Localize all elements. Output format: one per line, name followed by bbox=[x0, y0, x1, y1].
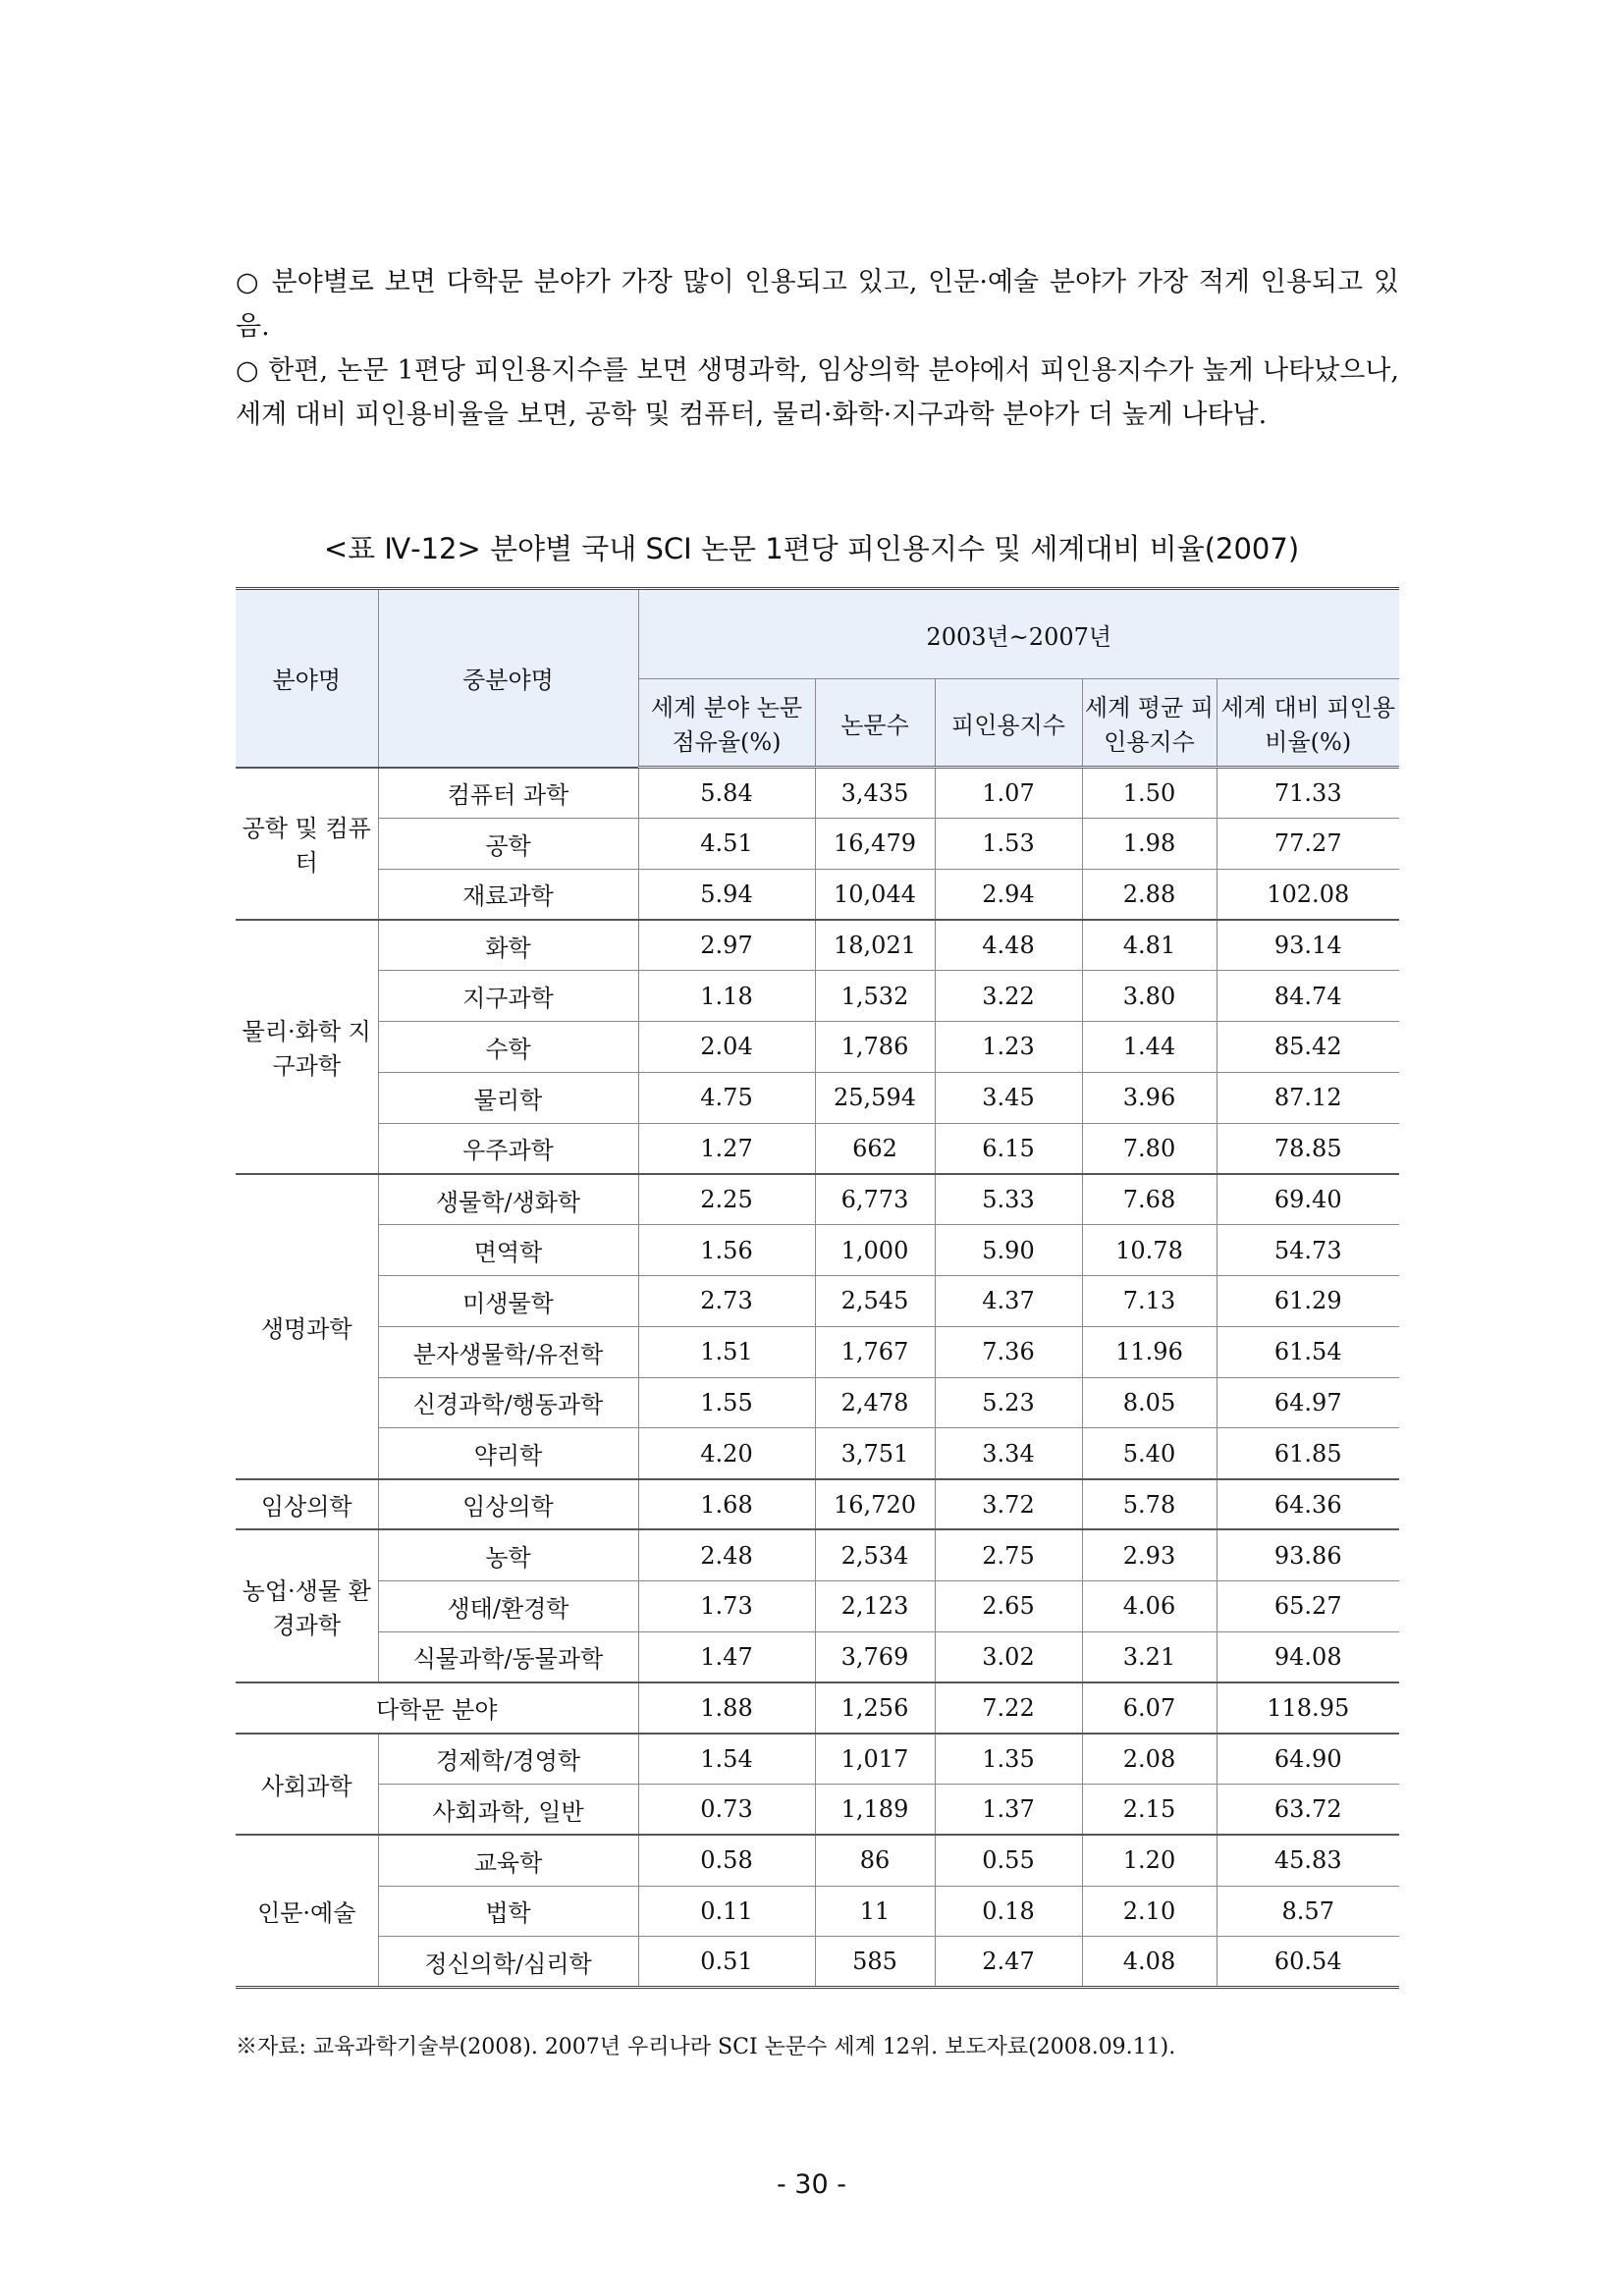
share-cell: 4.75 bbox=[638, 1072, 815, 1123]
table-row bbox=[236, 768, 1399, 819]
share-cell: 5.84 bbox=[638, 768, 815, 819]
table-row bbox=[236, 1123, 1399, 1174]
subfield-cell: 수학 bbox=[378, 1021, 638, 1072]
world-avg-cell: 1.44 bbox=[1082, 1021, 1217, 1072]
source-note: ※자료: 교육과학기술부(2008). 2007년 우리나라 SCI 논문수 세계 12위. 보도자료(2008.09.11). bbox=[236, 2035, 1176, 2059]
citation-index-cell: 1.37 bbox=[935, 1784, 1082, 1835]
world-avg-cell: 2.10 bbox=[1082, 1886, 1217, 1937]
citation-index-cell: 2.47 bbox=[935, 1937, 1082, 1988]
citation-index-cell: 3.34 bbox=[935, 1428, 1082, 1479]
world-ratio-cell: 71.33 bbox=[1217, 768, 1399, 819]
world-ratio-cell: 60.54 bbox=[1217, 1937, 1399, 1988]
paragraph-citation-index: ○ 한편, 논문 1편당 피인용지수를 보면 생명과학, 임상의학 분야에서 피인용지수가 높게 나타났으나, 세계 대비 피인용비율을 보면, 공학 및 컴퓨터, 물리·화학·지구과학 분야가 더 높게 나타남. bbox=[236, 355, 1399, 430]
world-avg-cell: 3.80 bbox=[1082, 971, 1217, 1022]
table-caption: <표 Ⅳ-12> 분야별 국내 SCI 논문 1편당 피인용지수 및 세계대비 비율(2007) bbox=[323, 532, 1300, 565]
world-avg-cell: 1.98 bbox=[1082, 818, 1217, 869]
world-ratio-cell: 61.85 bbox=[1217, 1428, 1399, 1479]
papers-cell: 18,021 bbox=[815, 920, 935, 971]
header-period: 2003년~2007년 bbox=[638, 589, 1399, 679]
world-ratio-cell: 61.29 bbox=[1217, 1275, 1399, 1326]
table-row bbox=[236, 1275, 1399, 1326]
citation-table bbox=[236, 587, 1399, 1989]
citation-index-cell: 5.33 bbox=[935, 1174, 1082, 1225]
world-ratio-cell: 69.40 bbox=[1217, 1174, 1399, 1225]
world-ratio-cell: 87.12 bbox=[1217, 1072, 1399, 1123]
world-avg-cell: 4.08 bbox=[1082, 1937, 1217, 1988]
table-row bbox=[236, 869, 1399, 920]
header-citation-index: 피인용지수 bbox=[935, 679, 1082, 768]
world-ratio-cell: 61.54 bbox=[1217, 1326, 1399, 1377]
table-row bbox=[236, 1021, 1399, 1072]
papers-cell: 1,532 bbox=[815, 971, 935, 1022]
share-cell: 4.51 bbox=[638, 818, 815, 869]
field-name-cell: 농업·생물 환경과학 bbox=[236, 1529, 378, 1682]
subfield-cell: 임상의학 bbox=[378, 1479, 638, 1530]
papers-cell: 1,000 bbox=[815, 1225, 935, 1276]
citation-index-cell: 7.22 bbox=[935, 1682, 1082, 1734]
papers-cell: 16,479 bbox=[815, 818, 935, 869]
papers-cell: 1,189 bbox=[815, 1784, 935, 1835]
share-cell: 2.25 bbox=[638, 1174, 815, 1225]
subfield-cell: 생물학/생화학 bbox=[378, 1174, 638, 1225]
header-field: 분야명 bbox=[236, 589, 378, 768]
citation-index-cell: 3.02 bbox=[935, 1631, 1082, 1682]
table-body bbox=[236, 768, 1399, 1988]
citation-index-cell: 6.15 bbox=[935, 1123, 1082, 1174]
world-avg-cell: 2.15 bbox=[1082, 1784, 1217, 1835]
citation-index-cell: 0.18 bbox=[935, 1886, 1082, 1937]
citation-index-cell: 3.22 bbox=[935, 971, 1082, 1022]
citation-index-cell: 2.65 bbox=[935, 1580, 1082, 1631]
world-avg-cell: 5.40 bbox=[1082, 1428, 1217, 1479]
world-avg-cell: 2.93 bbox=[1082, 1529, 1217, 1580]
world-avg-cell: 6.07 bbox=[1082, 1682, 1217, 1734]
share-cell: 4.20 bbox=[638, 1428, 815, 1479]
world-ratio-cell: 93.14 bbox=[1217, 920, 1399, 971]
share-cell: 1.68 bbox=[638, 1479, 815, 1530]
header-world-ratio: 세계 대비 피인용 비율(%) bbox=[1217, 679, 1399, 768]
citation-index-cell: 5.90 bbox=[935, 1225, 1082, 1276]
share-cell: 1.56 bbox=[638, 1225, 815, 1276]
world-avg-cell: 10.78 bbox=[1082, 1225, 1217, 1276]
subfield-cell: 경제학/경영학 bbox=[378, 1734, 638, 1785]
table-row bbox=[236, 920, 1399, 971]
world-ratio-cell: 84.74 bbox=[1217, 971, 1399, 1022]
subfield-cell: 면역학 bbox=[378, 1225, 638, 1276]
paragraph-citation-by-field: ○ 분야별로 보면 다학문 분야가 가장 많이 인용되고 있고, 인문·예술 분야가 가장 적게 인용되고 있음. bbox=[236, 267, 1399, 342]
table-row bbox=[236, 1225, 1399, 1276]
world-avg-cell: 5.78 bbox=[1082, 1479, 1217, 1530]
share-cell: 2.97 bbox=[638, 920, 815, 971]
header-share: 세계 분야 논문 점유율(%) bbox=[638, 679, 815, 768]
share-cell: 2.73 bbox=[638, 1275, 815, 1326]
world-ratio-cell: 63.72 bbox=[1217, 1784, 1399, 1835]
subfield-cell: 식물과학/동물과학 bbox=[378, 1631, 638, 1682]
papers-cell: 1,256 bbox=[815, 1682, 935, 1734]
world-avg-cell: 3.96 bbox=[1082, 1072, 1217, 1123]
papers-cell: 3,751 bbox=[815, 1428, 935, 1479]
subfield-cell: 사회과학, 일반 bbox=[378, 1784, 638, 1835]
world-ratio-cell: 64.97 bbox=[1217, 1377, 1399, 1428]
papers-cell: 3,769 bbox=[815, 1631, 935, 1682]
world-avg-cell: 7.13 bbox=[1082, 1275, 1217, 1326]
citation-index-cell: 7.36 bbox=[935, 1326, 1082, 1377]
papers-cell: 1,017 bbox=[815, 1734, 935, 1785]
subfield-cell: 화학 bbox=[378, 920, 638, 971]
share-cell: 1.51 bbox=[638, 1326, 815, 1377]
table-row bbox=[236, 1479, 1399, 1530]
subfield-cell: 생태/환경학 bbox=[378, 1580, 638, 1631]
table-row bbox=[236, 1377, 1399, 1428]
citation-index-cell: 1.53 bbox=[935, 818, 1082, 869]
papers-cell: 16,720 bbox=[815, 1479, 935, 1530]
world-ratio-cell: 64.90 bbox=[1217, 1734, 1399, 1785]
citation-index-cell: 5.23 bbox=[935, 1377, 1082, 1428]
papers-cell: 86 bbox=[815, 1835, 935, 1886]
subfield-cell: 미생물학 bbox=[378, 1275, 638, 1326]
world-avg-cell: 7.80 bbox=[1082, 1123, 1217, 1174]
table-row bbox=[236, 1734, 1399, 1785]
world-avg-cell: 2.88 bbox=[1082, 869, 1217, 920]
world-ratio-cell: 118.95 bbox=[1217, 1682, 1399, 1734]
world-ratio-cell: 54.73 bbox=[1217, 1225, 1399, 1276]
subfield-cell: 농학 bbox=[378, 1529, 638, 1580]
share-cell: 2.48 bbox=[638, 1529, 815, 1580]
world-ratio-cell: 94.08 bbox=[1217, 1631, 1399, 1682]
table-row bbox=[236, 1682, 1399, 1734]
world-avg-cell: 8.05 bbox=[1082, 1377, 1217, 1428]
papers-cell: 3,435 bbox=[815, 768, 935, 819]
papers-cell: 2,123 bbox=[815, 1580, 935, 1631]
world-ratio-cell: 93.86 bbox=[1217, 1529, 1399, 1580]
field-name-cell: 다학문 분야 bbox=[236, 1682, 638, 1734]
world-ratio-cell: 65.27 bbox=[1217, 1580, 1399, 1631]
citation-index-cell: 3.72 bbox=[935, 1479, 1082, 1530]
subfield-cell: 공학 bbox=[378, 818, 638, 869]
subfield-cell: 우주과학 bbox=[378, 1123, 638, 1174]
field-name-cell: 공학 및 컴퓨터 bbox=[236, 768, 378, 920]
world-ratio-cell: 102.08 bbox=[1217, 869, 1399, 920]
world-avg-cell: 1.50 bbox=[1082, 768, 1217, 819]
table-row bbox=[236, 1072, 1399, 1123]
table-row bbox=[236, 1529, 1399, 1580]
header-papers: 논문수 bbox=[815, 679, 935, 768]
table-row bbox=[236, 1784, 1399, 1835]
subfield-cell: 재료과학 bbox=[378, 869, 638, 920]
world-avg-cell: 11.96 bbox=[1082, 1326, 1217, 1377]
share-cell: 1.47 bbox=[638, 1631, 815, 1682]
world-avg-cell: 4.06 bbox=[1082, 1580, 1217, 1631]
papers-cell: 662 bbox=[815, 1123, 935, 1174]
subfield-cell: 컴퓨터 과학 bbox=[378, 768, 638, 819]
citation-index-cell: 2.94 bbox=[935, 869, 1082, 920]
papers-cell: 1,786 bbox=[815, 1021, 935, 1072]
share-cell: 0.73 bbox=[638, 1784, 815, 1835]
table-row bbox=[236, 1631, 1399, 1682]
papers-cell: 11 bbox=[815, 1886, 935, 1937]
page-number: - 30 - bbox=[776, 2169, 846, 2200]
share-cell: 1.88 bbox=[638, 1682, 815, 1734]
table-row bbox=[236, 1580, 1399, 1631]
citation-index-cell: 1.23 bbox=[935, 1021, 1082, 1072]
table-row bbox=[236, 1835, 1399, 1886]
field-name-cell: 생명과학 bbox=[236, 1174, 378, 1479]
share-cell: 1.27 bbox=[638, 1123, 815, 1174]
field-name-cell: 임상의학 bbox=[236, 1479, 378, 1530]
citation-index-cell: 3.45 bbox=[935, 1072, 1082, 1123]
papers-cell: 6,773 bbox=[815, 1174, 935, 1225]
papers-cell: 2,545 bbox=[815, 1275, 935, 1326]
subfield-cell: 분자생물학/유전학 bbox=[378, 1326, 638, 1377]
citation-index-cell: 1.35 bbox=[935, 1734, 1082, 1785]
citation-index-cell: 0.55 bbox=[935, 1835, 1082, 1886]
world-avg-cell: 3.21 bbox=[1082, 1631, 1217, 1682]
subfield-cell: 신경과학/행동과학 bbox=[378, 1377, 638, 1428]
world-ratio-cell: 77.27 bbox=[1217, 818, 1399, 869]
subfield-cell: 교육학 bbox=[378, 1835, 638, 1886]
world-ratio-cell: 85.42 bbox=[1217, 1021, 1399, 1072]
citation-index-cell: 4.37 bbox=[935, 1275, 1082, 1326]
field-name-cell: 인문·예술 bbox=[236, 1835, 378, 1987]
world-ratio-cell: 64.36 bbox=[1217, 1479, 1399, 1530]
table-row bbox=[236, 971, 1399, 1022]
world-avg-cell: 1.20 bbox=[1082, 1835, 1217, 1886]
citation-index-cell: 2.75 bbox=[935, 1529, 1082, 1580]
subfield-cell: 지구과학 bbox=[378, 971, 638, 1022]
subfield-cell: 법학 bbox=[378, 1886, 638, 1937]
citation-index-cell: 1.07 bbox=[935, 768, 1082, 819]
table-row bbox=[236, 1174, 1399, 1225]
world-ratio-cell: 78.85 bbox=[1217, 1123, 1399, 1174]
subfield-cell: 약리학 bbox=[378, 1428, 638, 1479]
share-cell: 5.94 bbox=[638, 869, 815, 920]
share-cell: 1.73 bbox=[638, 1580, 815, 1631]
share-cell: 1.18 bbox=[638, 971, 815, 1022]
world-avg-cell: 4.81 bbox=[1082, 920, 1217, 971]
header-world-avg: 세계 평균 피인용지수 bbox=[1082, 679, 1217, 768]
subfield-cell: 정신의학/심리학 bbox=[378, 1937, 638, 1988]
share-cell: 0.58 bbox=[638, 1835, 815, 1886]
table-row bbox=[236, 818, 1399, 869]
share-cell: 1.55 bbox=[638, 1377, 815, 1428]
share-cell: 2.04 bbox=[638, 1021, 815, 1072]
citation-index-cell: 4.48 bbox=[935, 920, 1082, 971]
share-cell: 0.11 bbox=[638, 1886, 815, 1937]
header-subfield: 중분야명 bbox=[378, 589, 638, 768]
share-cell: 1.54 bbox=[638, 1734, 815, 1785]
papers-cell: 25,594 bbox=[815, 1072, 935, 1123]
papers-cell: 2,478 bbox=[815, 1377, 935, 1428]
papers-cell: 2,534 bbox=[815, 1529, 935, 1580]
field-name-cell: 물리·화학 지구과학 bbox=[236, 920, 378, 1174]
table-row bbox=[236, 1937, 1399, 1988]
world-avg-cell: 7.68 bbox=[1082, 1174, 1217, 1225]
world-avg-cell: 2.08 bbox=[1082, 1734, 1217, 1785]
share-cell: 0.51 bbox=[638, 1937, 815, 1988]
subfield-cell: 물리학 bbox=[378, 1072, 638, 1123]
papers-cell: 10,044 bbox=[815, 869, 935, 920]
field-name-cell: 사회과학 bbox=[236, 1734, 378, 1836]
table-row bbox=[236, 1428, 1399, 1479]
world-ratio-cell: 45.83 bbox=[1217, 1835, 1399, 1886]
papers-cell: 585 bbox=[815, 1937, 935, 1988]
table-row bbox=[236, 1326, 1399, 1377]
table-row bbox=[236, 1886, 1399, 1937]
world-ratio-cell: 8.57 bbox=[1217, 1886, 1399, 1937]
papers-cell: 1,767 bbox=[815, 1326, 935, 1377]
